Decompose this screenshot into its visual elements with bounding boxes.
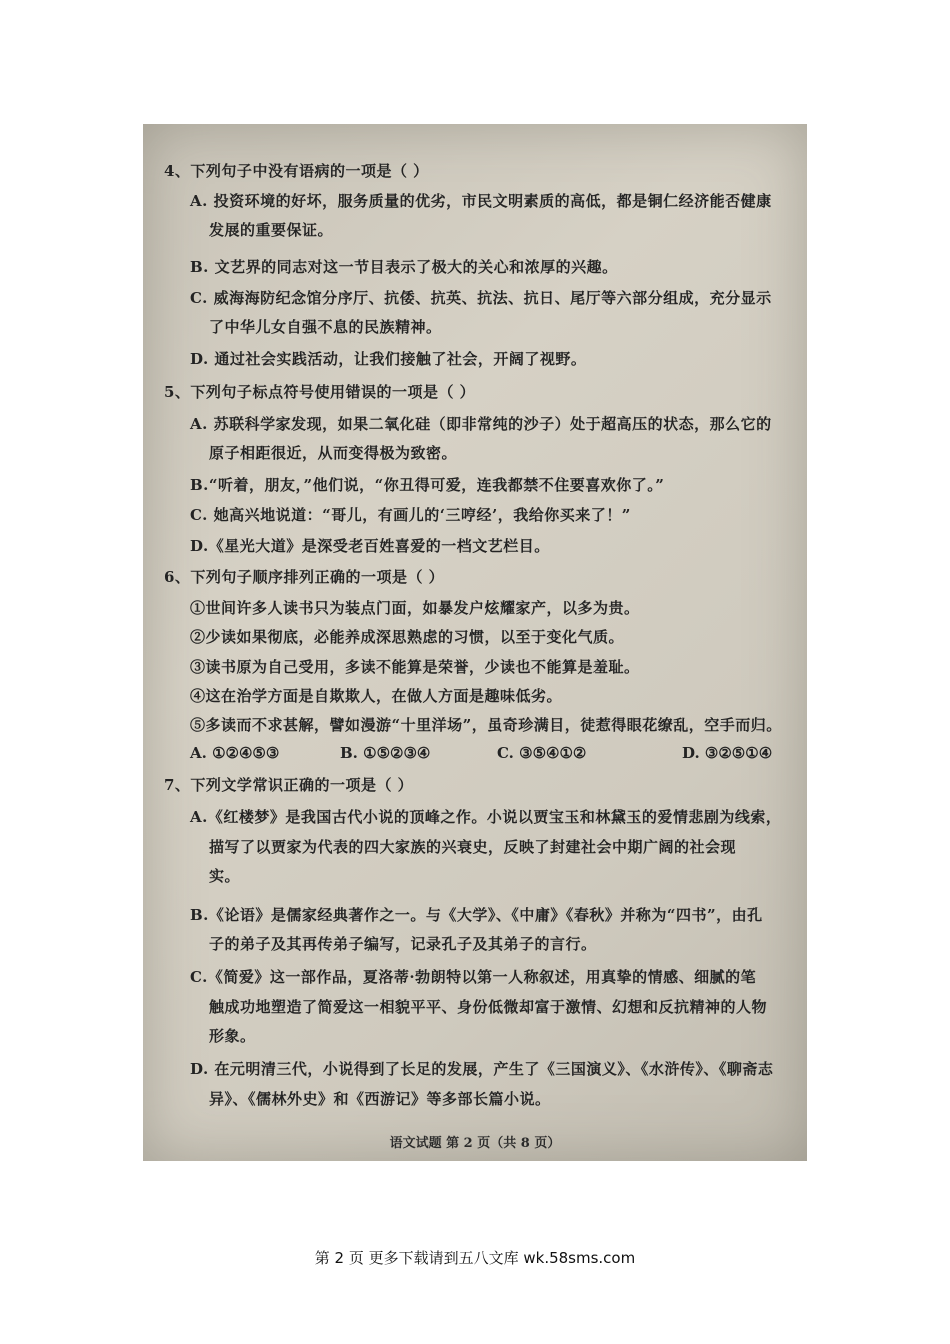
q6-option-a: A. ①②④⑤③ bbox=[190, 744, 280, 762]
q4-option-a-line1: A. 投资环境的好坏，服务质量的优劣，市民文明素质的高低，都是铜仁经济能否健康 bbox=[190, 192, 772, 210]
q6-sentence-1: ①世间许多人读书只为装点门面，如暴发户炫耀家产，以多为贵。 bbox=[190, 599, 640, 617]
q6-sentence-3: ③读书原为自己受用，多读不能算是荣誉，少读也不能算是羞耻。 bbox=[190, 658, 640, 676]
q7-option-c-line2: 触成功地塑造了简爱这一相貌平平、身份低微却富于激情、幻想和反抗精神的人物 bbox=[209, 998, 768, 1016]
q6-option-d: D. ③②⑤①④ bbox=[682, 744, 773, 762]
q4-option-a-line2: 发展的重要保证。 bbox=[209, 221, 334, 239]
q7-stem: 7、下列文学常识正确的一项是（ ） bbox=[164, 776, 414, 794]
q7-option-b-line1: B.《论语》是儒家经典著作之一。与《大学》、《中庸》《春秋》并称为“四书”，由孔 bbox=[190, 906, 763, 924]
document-footer: 第 2 页 更多下载请到五八文库 wk.58sms.com bbox=[314, 1249, 636, 1267]
q5-option-a-line1: A. 苏联科学家发现，如果二氧化硅（即非常纯的沙子）处于超高压的状态，那么它的 bbox=[190, 415, 772, 433]
q5-option-d: D.《星光大道》是深受老百姓喜爱的一档文艺栏目。 bbox=[190, 537, 550, 555]
q6-option-c: C. ③⑤④①② bbox=[497, 744, 587, 762]
q6-sentence-2: ②少读如果彻底，必能养成深思熟虑的习惯，以至于变化气质。 bbox=[190, 628, 625, 646]
q6-stem: 6、下列句子顺序排列正确的一项是（ ） bbox=[164, 568, 445, 586]
exam-page-photo bbox=[143, 124, 807, 1161]
q5-option-a-line2: 原子相距很近，从而变得极为致密。 bbox=[209, 444, 458, 462]
q6-option-b: B. ①⑤②③④ bbox=[340, 744, 431, 762]
q4-stem: 4、下列句子中没有语病的一项是（ ） bbox=[164, 162, 429, 180]
q4-option-c-line1: C. 威海海防纪念馆分序厅、抗倭、抗英、抗法、抗日、尾厅等六部分组成，充分显示 bbox=[190, 289, 772, 307]
q7-option-a-line3: 实。 bbox=[209, 867, 241, 885]
q7-option-c-line3: 形象。 bbox=[209, 1027, 256, 1045]
q5-stem: 5、下列句子标点符号使用错误的一项是（ ） bbox=[164, 383, 476, 401]
q7-option-d-line2: 异》、《儒林外史》和《西游记》等多部长篇小说。 bbox=[209, 1090, 551, 1108]
q7-option-c-line1: C.《简爱》这一部作品，夏洛蒂·勃朗特以第一人称叙述，用真挚的情感、细腻的笔 bbox=[190, 968, 757, 986]
q7-option-b-line2: 子的弟子及其再传弟子编写，记录孔子及其弟子的言行。 bbox=[209, 935, 597, 953]
q7-option-a-line1: A.《红楼梦》是我国古代小说的顶峰之作。小说以贾宝玉和林黛玉的爱情悲剧为线索， bbox=[190, 808, 782, 826]
q5-option-b: B.“听着，朋友，”他们说，“你丑得可爱，连我都禁不住要喜欢你了。” bbox=[190, 476, 665, 494]
q4-option-d: D. 通过社会实践活动，让我们接触了社会，开阔了视野。 bbox=[190, 350, 587, 368]
q4-option-c-line2: 了中华儿女自强不息的民族精神。 bbox=[209, 318, 442, 336]
q4-option-b: B. 文艺界的同志对这一节目表示了极大的关心和浓厚的兴趣。 bbox=[190, 258, 618, 276]
exam-page-number: 语文试题 第 2 页（共 8 页） bbox=[389, 1136, 561, 1151]
q7-option-a-line2: 描写了以贾家为代表的四大家族的兴衰史，反映了封建社会中期广阔的社会现 bbox=[209, 838, 737, 856]
q6-options-row bbox=[190, 744, 790, 764]
q6-sentence-5: ⑤多读而不求甚解，譬如漫游“十里洋场”，虽奇珍满目，徒惹得眼花缭乱，空手而归。 bbox=[190, 716, 782, 734]
q6-sentence-4: ④这在治学方面是自欺欺人，在做人方面是趣味低劣。 bbox=[190, 687, 563, 705]
q7-option-d-line1: D. 在元明清三代，小说得到了长足的发展，产生了《三国演义》、《水浒传》、《聊斋志 bbox=[190, 1060, 774, 1078]
q5-option-c: C. 她高兴地说道：“哥儿，有画儿的‘三哼经’，我给你买来了！” bbox=[190, 506, 631, 524]
